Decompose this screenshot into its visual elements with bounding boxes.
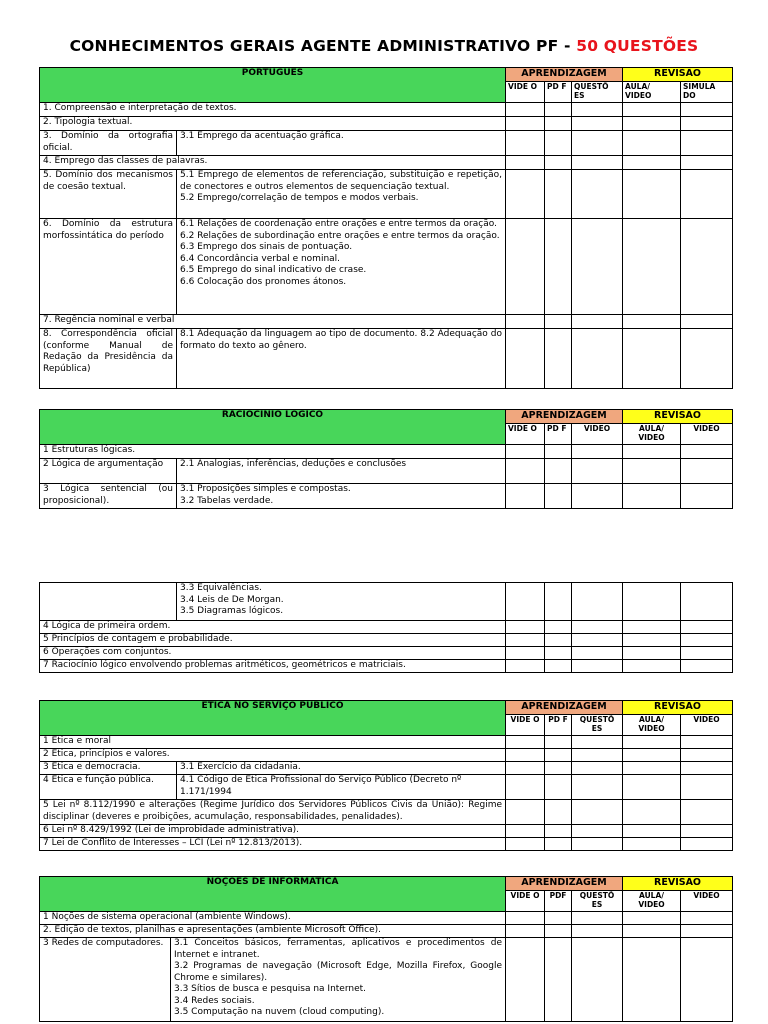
section-header: PORTUGUÊS [40, 68, 506, 103]
table-raciocinio [39, 409, 733, 509]
table-row [40, 938, 733, 1022]
aprendizagem-header: APRENDIZAGEM [506, 410, 623, 424]
table-row [40, 775, 733, 800]
table-row [40, 484, 733, 509]
topic-cell: 4 Lógica de primeira ordem. [40, 621, 506, 634]
table-row [40, 912, 733, 925]
revisao-header: REVISÃO [623, 701, 733, 715]
table-row [40, 329, 733, 389]
subtopic-cell: 3.1 Proposições simples e compostas. 3.2 Tabelas verdade. [177, 484, 506, 509]
topic-cell: 5 Lei nº 8.112/1990 e alterações (Regime Jurídico dos Servidores Públicos Civis da União): Regime disciplinar (deveres e proibições, acumulação, responsabilidades, penalidades). [40, 800, 506, 825]
table-informatica [39, 876, 733, 1022]
topic-cell: 3 Redes de computadores. [40, 938, 171, 1022]
topic-cell: 2. Edição de textos, planilhas e apresentações (ambiente Microsoft Office). [40, 925, 506, 938]
topic-cell: 1 Estruturas lógicas. [40, 445, 506, 459]
table-portugues [39, 67, 733, 389]
title-highlight: 50 QUESTÕES [576, 37, 699, 55]
table-row [40, 838, 733, 851]
table-row [40, 156, 733, 170]
table-row [40, 459, 733, 484]
col-header: SIMULA DO [681, 82, 733, 103]
topic-cell: 3. Domínio da ortografia oficial. [40, 131, 177, 156]
col-header: VIDE O [506, 891, 545, 912]
col-header: VIDEO [681, 891, 733, 912]
table-row [40, 634, 733, 647]
topic-cell: 2 Lógica de argumentação [40, 459, 177, 484]
aprendizagem-header: APRENDIZAGEM [506, 877, 623, 891]
section-header: NOÇÕES DE INFORMÁTICA [40, 877, 506, 912]
topic-cell: 3 Lógica sentencial (ou proposicional). [40, 484, 177, 509]
col-header: VIDE O [506, 715, 545, 736]
topic-cell: 1. Compreensão e interpretação de textos. [40, 103, 506, 117]
col-header: PD F [545, 715, 572, 736]
topic-cell: 7 Lei de Conflito de Interesses – LCI (Lei nº 12.813/2013). [40, 838, 506, 851]
revisao-header: REVISÃO [623, 877, 733, 891]
table-etica [39, 700, 733, 851]
col-header: VIDEO [681, 715, 733, 736]
table-row [40, 583, 733, 621]
table-row [40, 117, 733, 131]
subtopic-cell: 3.1 Conceitos básicos, ferramentas, aplicativos e procedimentos de Internet e intranet. 3.2 Programas de navegação (Microsoft Edge, Mozilla Firefox, Google Chrome e similares). 3.3 Sítios de busca e pesquisa na Internet. 3.4 Redes sociais. 3.5 Computação na nuvem (cloud computing). [171, 938, 506, 1022]
table-row [40, 762, 733, 775]
topic-cell: 5 Princípios de contagem e probabilidade. [40, 634, 506, 647]
col-header: PDF [545, 891, 572, 912]
section-header: RACIOCINIO LÓGICO [40, 410, 506, 445]
table-raciocinio-continued [39, 582, 733, 673]
table-row [40, 131, 733, 156]
topic-cell: 7 Raciocínio lógico envolvendo problemas aritméticos, geométricos e matriciais. [40, 660, 506, 673]
subtopic-cell: 4.1 Código de Ética Profissional do Serviço Público (Decreto nº 1.171/1994 [177, 775, 506, 800]
table-row [40, 647, 733, 660]
table-row [40, 749, 733, 762]
subtopic-cell: 2.1 Analogias, inferências, deduções e conclusões [177, 459, 506, 484]
subtopic-cell: 3.1 Exercício da cidadania. [177, 762, 506, 775]
col-header: PD F [545, 82, 572, 103]
table-row [40, 315, 733, 329]
col-header: AULA/ VIDEO [623, 424, 681, 445]
topic-cell: 7. Regência nominal e verbal [40, 315, 506, 329]
subtopic-cell: 3.1 Emprego da acentuação gráfica. [177, 131, 506, 156]
topic-cell: 6 Lei nº 8.429/1992 (Lei de improbidade administrativa). [40, 825, 506, 838]
table-row [40, 800, 733, 825]
topic-cell: 5. Domínio dos mecanismos de coesão textual. [40, 170, 177, 219]
col-header: VIDE O [506, 82, 545, 103]
topic-cell: 4 Ética e função pública. [40, 775, 177, 800]
topic-cell: 1 Noções de sistema operacional (ambiente Windows). [40, 912, 506, 925]
table-row [40, 170, 733, 219]
col-header: AULA/ VIDEO [623, 715, 681, 736]
table-row [40, 925, 733, 938]
table-row [40, 736, 733, 749]
topic-cell: 2 Ética, princípios e valores. [40, 749, 506, 762]
col-header: QUESTÕ ES [572, 715, 623, 736]
table-row [40, 219, 733, 315]
revisao-header: REVISÃO [623, 68, 733, 82]
table-row [40, 621, 733, 634]
table-row [40, 445, 733, 459]
aprendizagem-header: APRENDIZAGEM [506, 68, 623, 82]
col-header: QUESTÕ ES [572, 82, 623, 103]
subtopic-cell: 6.1 Relações de coordenação entre orações e entre termos da oração. 6.2 Relações de subordinação entre orações e entre termos da oração. 6.3 Emprego dos sinais de pontuação. 6.4 Concordância verbal e nominal. 6.5 Emprego do sinal indicativo de crase. 6.6 Colocação dos pronomes átonos. [177, 219, 506, 315]
page-title [0, 37, 768, 55]
col-header: VIDE O [506, 424, 545, 445]
col-header: AULA/ VIDEO [623, 891, 681, 912]
col-header: VIDEO [681, 424, 733, 445]
table-row [40, 825, 733, 838]
topic-cell: 3 Ética e democracia. [40, 762, 177, 775]
topic-cell: 6. Domínio da estrutura morfossintática do período [40, 219, 177, 315]
topic-cell: 1 Ética e moral [40, 736, 506, 749]
topic-cell: 4. Emprego das classes de palavras. [40, 156, 506, 170]
title-main: CONHECIMENTOS GERAIS AGENTE ADMINISTRATIVO PF - [69, 37, 577, 55]
col-header: VIDEO [572, 424, 623, 445]
topic-cell: 8. Correspondência oficial (conforme Manual de Redação da Presidência da República) [40, 329, 177, 389]
table-row [40, 660, 733, 673]
topic-cell: 2. Tipologia textual. [40, 117, 506, 131]
section-header: ETICA NO SERVIÇO PUBLICO [40, 701, 506, 736]
subtopic-cell: 8.1 Adequação da linguagem ao tipo de documento. 8.2 Adequação do formato do texto ao gênero. [177, 329, 506, 389]
subtopic-cell: 5.1 Emprego de elementos de referenciação, substituição e repetição, de conectores e outros elementos de sequenciação textual. 5.2 Emprego/correlação de tempos e modos verbais. [177, 170, 506, 219]
topic-cell: 6 Operações com conjuntos. [40, 647, 506, 660]
subtopic-cell: 3.3 Equivalências. 3.4 Leis de De Morgan. 3.5 Diagramas lógicos. [177, 583, 506, 621]
revisao-header: REVISÃO [623, 410, 733, 424]
aprendizagem-header: APRENDIZAGEM [506, 701, 623, 715]
col-header: QUESTÕ ES [572, 891, 623, 912]
col-header: PD F [545, 424, 572, 445]
col-header: AULA/ VIDEO [623, 82, 681, 103]
table-row [40, 103, 733, 117]
